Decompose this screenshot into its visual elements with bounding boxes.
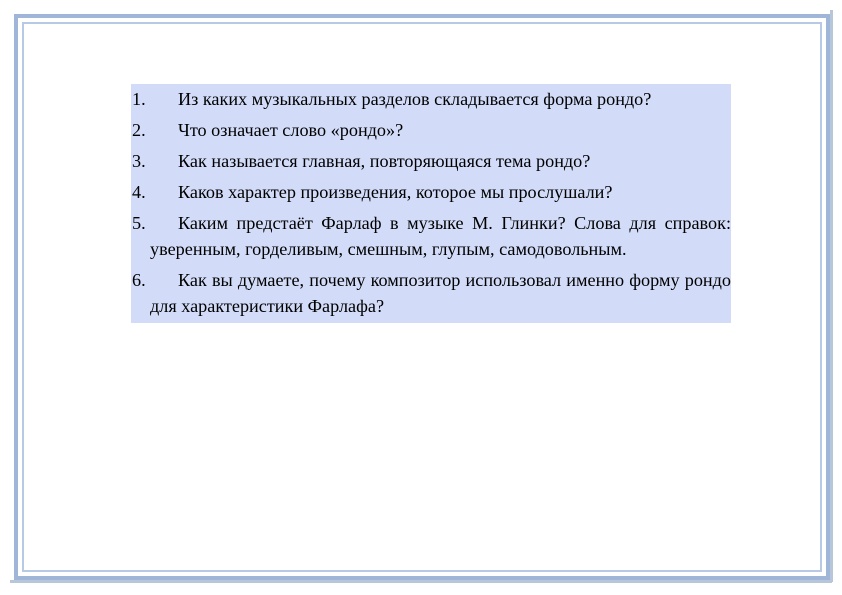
question-number: 5.	[132, 213, 146, 233]
question-number: 3.	[132, 151, 146, 171]
question-text: Каким предстаёт Фарлаф в музыке М. Глинки? Слова для справок: уверенным, горделивым, смешным, глупым, самодовольным.	[150, 213, 731, 259]
question-text: Из каких музыкальных разделов складывается форма рондо?	[178, 89, 652, 109]
question-list	[131, 84, 731, 323]
question-text: Как вы думаете, почему композитор использовал именно форму рондо для характеристики Фарлафа?	[150, 270, 731, 316]
frame-shadow-right	[830, 10, 833, 582]
question-item-1	[131, 86, 731, 112]
question-number: 6.	[132, 270, 146, 290]
question-item-5	[131, 210, 731, 262]
question-item-4	[131, 179, 731, 205]
question-number: 2.	[132, 120, 146, 140]
question-text: Как называется главная, повторяющаяся тема рондо?	[178, 151, 591, 171]
question-item-6	[131, 267, 731, 319]
question-text: Что означает слово «рондо»?	[178, 120, 404, 140]
question-number: 1.	[132, 89, 146, 109]
question-item-3	[131, 148, 731, 174]
question-number: 4.	[132, 182, 146, 202]
question-text: Каков характер произведения, которое мы прослушали?	[178, 182, 613, 202]
frame-shadow-bottom	[10, 580, 832, 583]
question-item-2	[131, 117, 731, 143]
